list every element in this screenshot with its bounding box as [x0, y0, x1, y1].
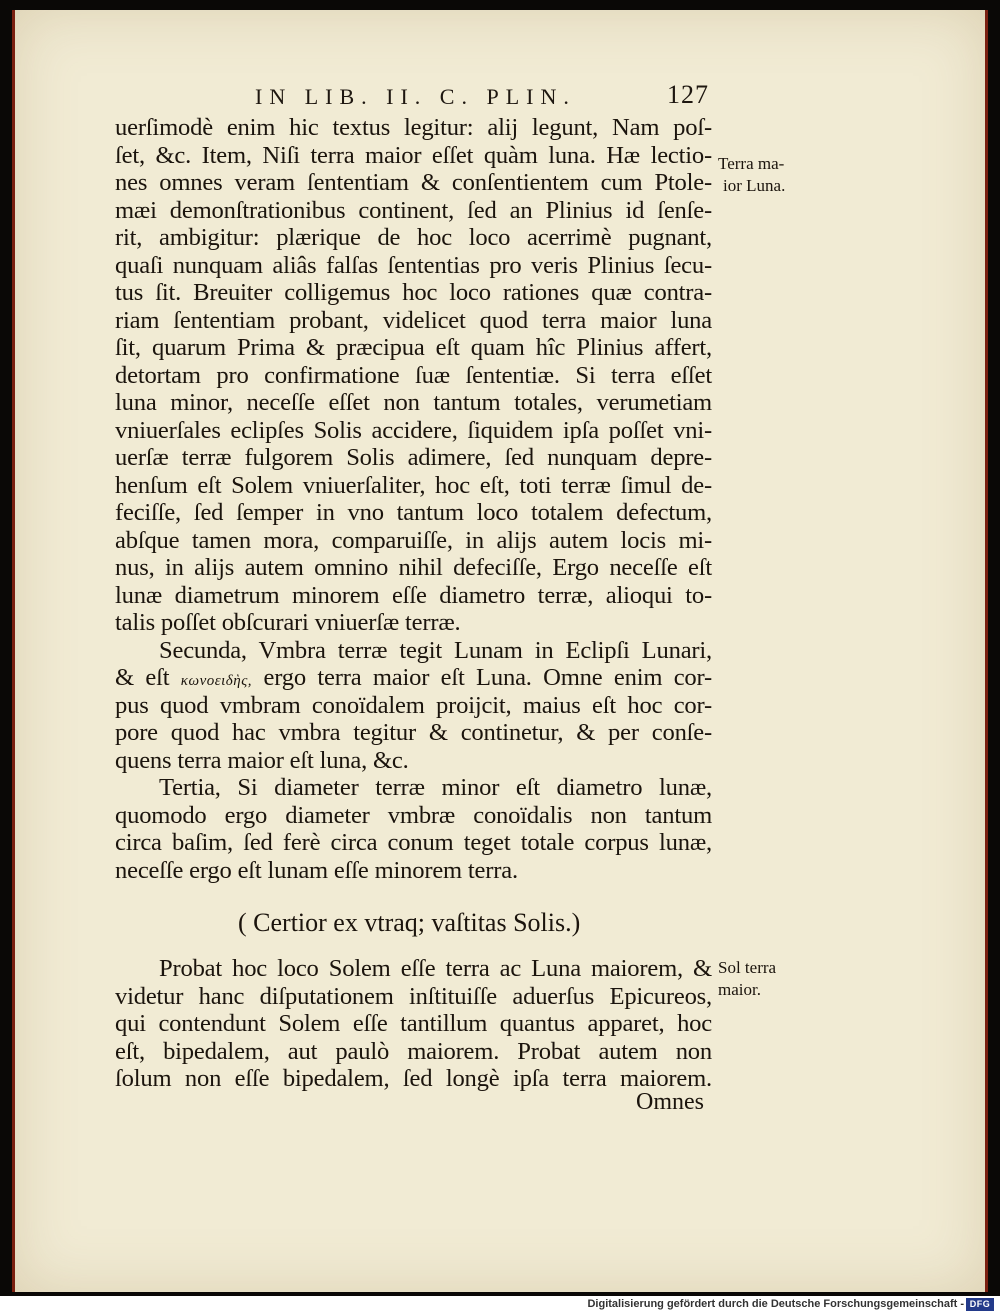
text-line: tus ſit. Breuiter colligemus hoc loco rationes quæ contra-: [115, 279, 712, 306]
secunda-line: quens terra maior eſt luna, &c.: [115, 746, 409, 774]
secunda-line-greek: [115, 664, 712, 692]
text-line: uerſæ terræ fulgorem Solis adimere, ſed nunquam depre-: [115, 444, 712, 471]
tertia-line: circa baſim, ſed ferè circa conum teget totale corpus lunæ,: [115, 829, 712, 856]
text-line: riam ſententiam probant, videlicet quod terra maior luna: [115, 306, 712, 334]
text-line: vniuerſales eclipſes Solis accidere, ſiquidem ipſa poſſet vni-: [115, 416, 712, 444]
marginal-note-1-line2: ior Luna.: [723, 176, 786, 195]
probat-line: Probat hoc loco Solem eſſe terra ac Luna maiorem, &: [159, 955, 712, 982]
text-line: mæi demonſtrationibus continent, ſed an Plinius id ſenſe-: [115, 196, 712, 224]
page-number: 127: [667, 80, 709, 109]
dfg-logo-icon: DFG: [966, 1298, 994, 1311]
marginal-note-1-line1: Terra ma-: [718, 154, 785, 173]
text-line: ſet, &c. Item, Niſi terra maior eſſet quàm luna. Hæ lectio-: [115, 141, 712, 169]
tertia-line: Tertia, Si diameter terræ minor eſt diametro lunæ,: [159, 774, 712, 801]
text-line: luna minor, neceſſe eſſet non tantum totales, verumetiam: [115, 389, 712, 416]
text-line: nus, in alijs autem omnino nihil defeciſſe, Ergo neceſſe eſt: [115, 554, 712, 581]
probat-line: qui contendunt Solem eſſe tantillum quantus apparet, hoc: [115, 1010, 712, 1037]
text-line: lunæ diametrum minorem eſſe diametro terræ, alioqui to-: [115, 581, 712, 609]
text-line: nes omnes veram ſententiam & conſentientem cum Ptole-: [115, 169, 712, 196]
main-text-block: [115, 114, 712, 884]
footer-credit: Digitalisierung gefördert durch die Deutsche Forschungsgemeinschaft -: [587, 1298, 964, 1310]
text-line: ſit, quarum Prima & præcipua eſt quam hîc Plinius affert,: [115, 334, 712, 361]
greek-word: κωνοειδὴς,: [180, 673, 253, 689]
probat-line: ſolum non eſſe bipedalem, ſed longè ipſa terra maiorem.: [115, 1065, 712, 1092]
text-line: henſum eſt Solem vniuerſaliter, hoc eſt, toti terræ ſimul de-: [115, 471, 712, 499]
section-heading: ( Certior ex vtraq; vaſtitas Solis.): [238, 908, 581, 937]
probat-text-block: [115, 955, 712, 1093]
marginal-note-2-line2: maior.: [718, 980, 761, 999]
text-line: talis poſſet obſcurari vniuerſæ terræ.: [115, 609, 461, 636]
secunda-line: pore quod hac vmbra tegitur & continetur, & per conſe-: [115, 719, 712, 746]
text-line: quaſi nunquam aliâs falſas ſententias pro veris Plinius ſecu-: [115, 251, 712, 279]
running-header: [255, 80, 715, 114]
probat-line: videtur hanc diſputationem inſtituiſſe aduerſus Epicureos,: [115, 982, 712, 1010]
tertia-line: neceſſe ergo eſt lunam eſſe minorem terra.: [115, 856, 518, 884]
secunda-pre: & eſt: [115, 664, 170, 691]
secunda-line: pus quod vmbram conoïdalem proijcit, maius eſt hoc cor-: [115, 691, 712, 719]
secunda-line: Secunda, Vmbra terræ tegit Lunam in Eclipſi Lunari,: [159, 636, 712, 664]
marginal-note-2-line1: Sol terra: [718, 958, 777, 977]
text-line: uerſimodè enim hic textus legitur: alij legunt, Nam poſ-: [115, 114, 712, 141]
text-line: rit, ambigitur: plærique de hoc loco acerrimè pugnant,: [115, 224, 712, 251]
text-line: abſque tamen mora, comparuiſſe, in alijs autem locis mi-: [115, 526, 712, 554]
footer-bar: [0, 1296, 1000, 1313]
secunda-post: ergo terra maior eſt Luna. Omne enim cor-: [263, 664, 712, 691]
tertia-line: quomodo ergo diameter vmbræ conoïdalis non tantum: [115, 801, 712, 829]
catchword: Omnes: [636, 1089, 704, 1115]
text-line: detortam pro confirmatione ſuæ ſententiæ. Si terra eſſet: [115, 361, 712, 389]
text-line: feciſſe, ſed ſemper in vno tantum loco totalem defectum,: [115, 499, 712, 526]
probat-line: eſt, bipedalem, aut paulò maiorem. Probat autem non: [115, 1037, 712, 1065]
running-title: IN LIB. II. C. PLIN.: [255, 84, 576, 109]
